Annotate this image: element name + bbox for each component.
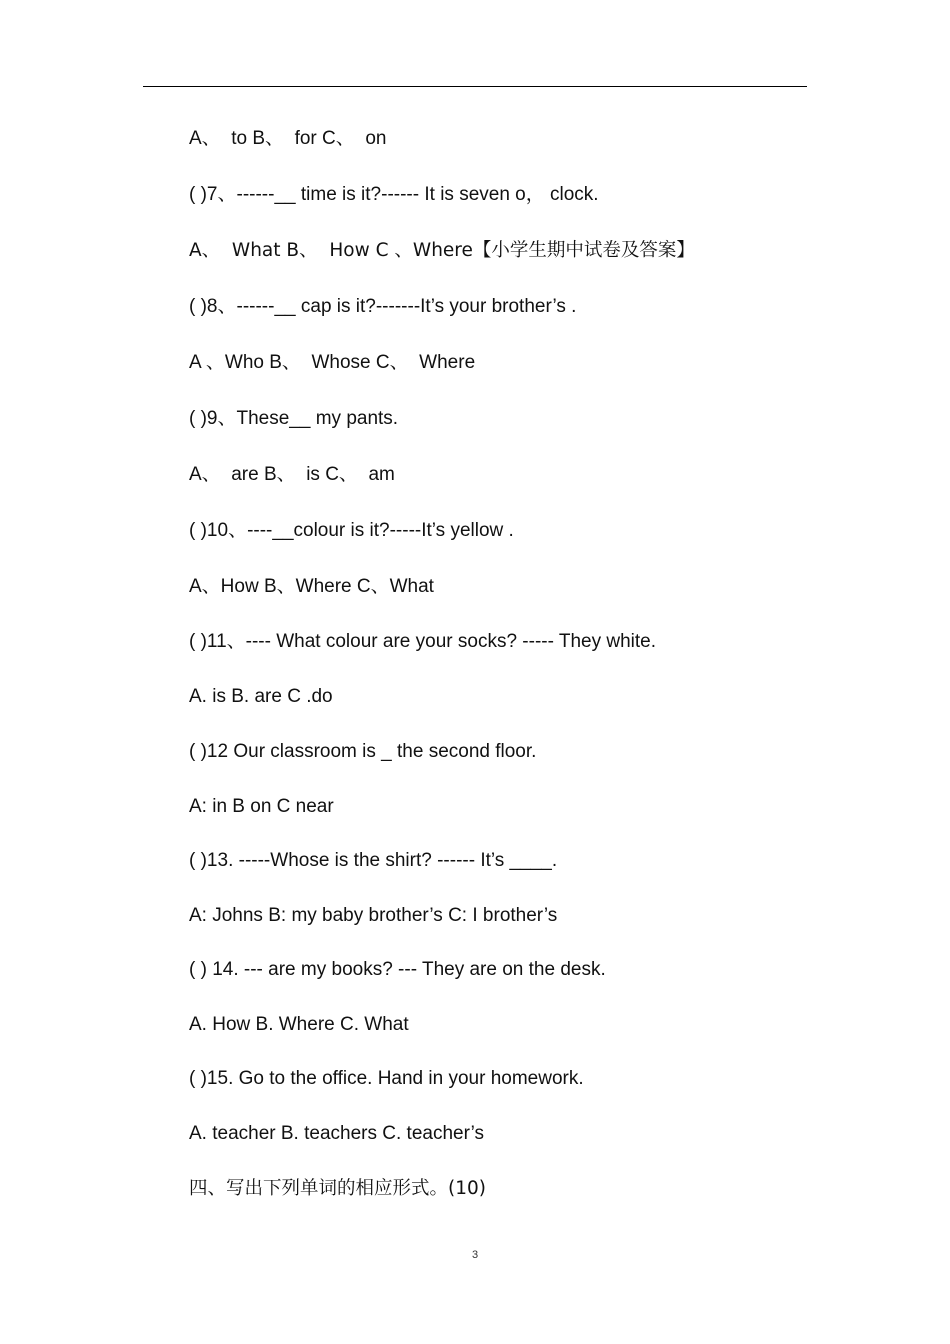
section-heading-4: 四、写出下列单词的相应形式。(10) xyxy=(189,1178,486,1199)
answer-options-11: A. is B. are C .do xyxy=(189,686,333,707)
question-8: ( )8、------__ cap is it?-------It’s your brother’s . xyxy=(189,296,577,317)
question-11: ( )11、---- What colour are your socks? ----- They white. xyxy=(189,631,657,652)
question-15: ( )15. Go to the office. Hand in your homework. xyxy=(189,1068,584,1089)
question-13: ( )13. -----Whose is the shirt? ------ It’s ____. xyxy=(189,850,558,871)
answer-options-10: A、How B、Where C、What xyxy=(189,576,434,597)
answer-options-12: A: in B on C near xyxy=(189,796,334,817)
question-9: ( )9、These__ my pants. xyxy=(189,408,399,429)
answer-options-14: A. How B. Where C. What xyxy=(189,1014,409,1035)
header-rule xyxy=(143,86,807,87)
question-10: ( )10、----__colour is it?-----It’s yellow . xyxy=(189,520,514,541)
answer-options-15: A. teacher B. teachers C. teacher’s xyxy=(189,1123,485,1144)
answer-options-7: A、 What B、 How C 、Where【小学生期中试卷及答案】 xyxy=(189,240,695,261)
page-number: 3 xyxy=(471,1249,479,1261)
question-14: ( ) 14. --- are my books? --- They are on the desk. xyxy=(189,959,606,980)
question-12: ( )12 Our classroom is _ the second floor. xyxy=(189,741,537,762)
answer-options-13: A: Johns B: my baby brother’s C: I brother’s xyxy=(189,905,558,926)
question-7: ( )7、------__ time is it?------ It is seven o， clock. xyxy=(189,184,599,205)
answer-options-9: A、 are B、 is C、 am xyxy=(189,464,395,485)
answer-options-6: A、 to B、 for C、 on xyxy=(189,128,387,149)
answer-options-8: A 、Who B、 Whose C、 Where xyxy=(189,352,476,373)
